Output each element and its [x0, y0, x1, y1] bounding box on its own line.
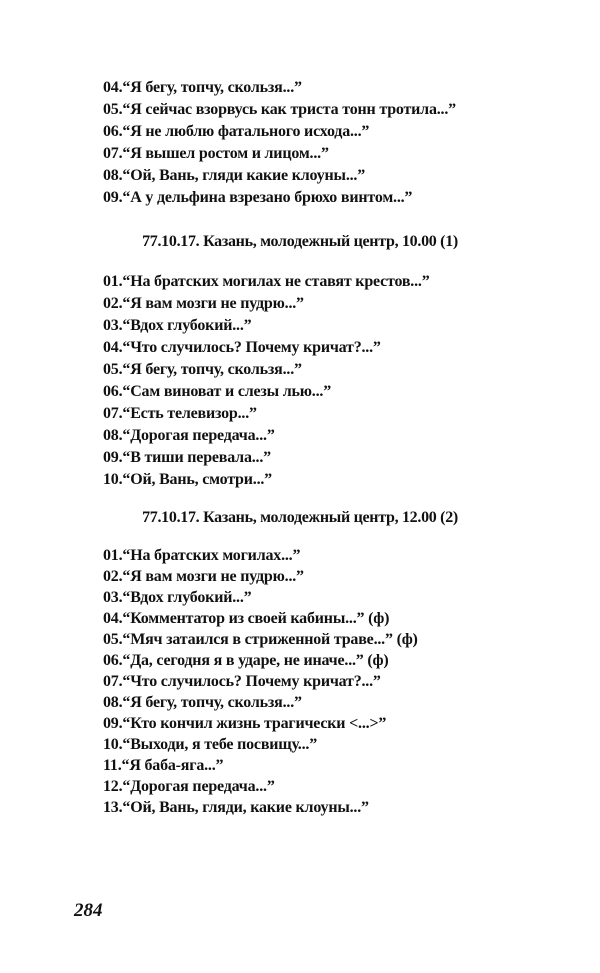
song-list-concert-1: [103, 271, 430, 491]
page-number: 284: [74, 900, 103, 921]
song-list-item: 08.“Дорогая передача...”: [103, 427, 275, 444]
song-list-item: 01.“На братских могилах...”: [103, 547, 301, 564]
song-list-item: 02.“Я вам мозги не пудрю...”: [103, 295, 304, 312]
song-list-item: 06.“Да, сегодня я в ударе, не иначе...” (ф): [103, 652, 389, 669]
song-list-item: 06.“Сам виноват и слезы лью...”: [103, 383, 332, 400]
song-list-item: 01.“На братских могилах не ставят крестов...”: [103, 273, 430, 290]
song-list-item: 03.“Вдох глубокий...”: [103, 317, 252, 334]
song-list-item: 12.“Дорогая передача...”: [103, 778, 275, 795]
song-list-item: 09.“А у дельфина взрезано брюхо винтом...”: [103, 189, 413, 206]
song-list-item: 07.“Я вышел ростом и лицом...”: [103, 145, 329, 162]
song-list-item: 07.“Что случилось? Почему кричат?...”: [103, 673, 381, 690]
song-list-item: 09.“В тиши перевала...”: [103, 449, 271, 466]
song-list-item: 04.“Я бегу, топчу, скользя...”: [103, 79, 302, 96]
song-list-item: 11.“Я баба-яга...”: [103, 757, 224, 774]
song-list-item: 05.“Я бегу, топчу, скользя...”: [103, 361, 302, 378]
song-list-item: 06.“Я не люблю фатального исхода...”: [103, 123, 370, 140]
song-list-item: 08.“Я бегу, топчу, скользя...”: [103, 694, 302, 711]
song-list-item: 02.“Я вам мозги не пудрю...”: [103, 568, 304, 585]
song-list-item: 04.“Что случилось? Почему кричат?...”: [103, 339, 381, 356]
song-list-item: 09.“Кто кончил жизнь трагически <...>”: [103, 715, 387, 732]
song-list-item: 10.“Выходи, я тебе посвищу...”: [103, 736, 318, 753]
song-list-item: 07.“Есть телевизор...”: [103, 405, 257, 422]
song-list-item: 08.“Ой, Вань, гляди какие клоуны...”: [103, 167, 366, 184]
song-list-item: 13.“Ой, Вань, гляди, какие клоуны...”: [103, 799, 369, 816]
song-list-item: 03.“Вдох глубокий...”: [103, 589, 252, 606]
song-list-item: 10.“Ой, Вань, смотри...”: [103, 471, 272, 488]
song-list-continued: [103, 77, 456, 209]
song-list-item: 05.“Я сейчас взорвусь как триста тонн тротила...”: [103, 101, 456, 118]
song-list-item: 05.“Мяч затаился в стриженной траве...” (ф): [103, 631, 418, 648]
song-list-item: 04.“Комментатор из своей кабины...” (ф): [103, 610, 390, 627]
concert-heading-2: 77.10.17. Казань, молодежный центр, 12.00 (2): [142, 509, 458, 526]
concert-heading-1: 77.10.17. Казань, молодежный центр, 10.00 (1): [142, 233, 458, 250]
song-list-concert-2: [103, 545, 418, 818]
